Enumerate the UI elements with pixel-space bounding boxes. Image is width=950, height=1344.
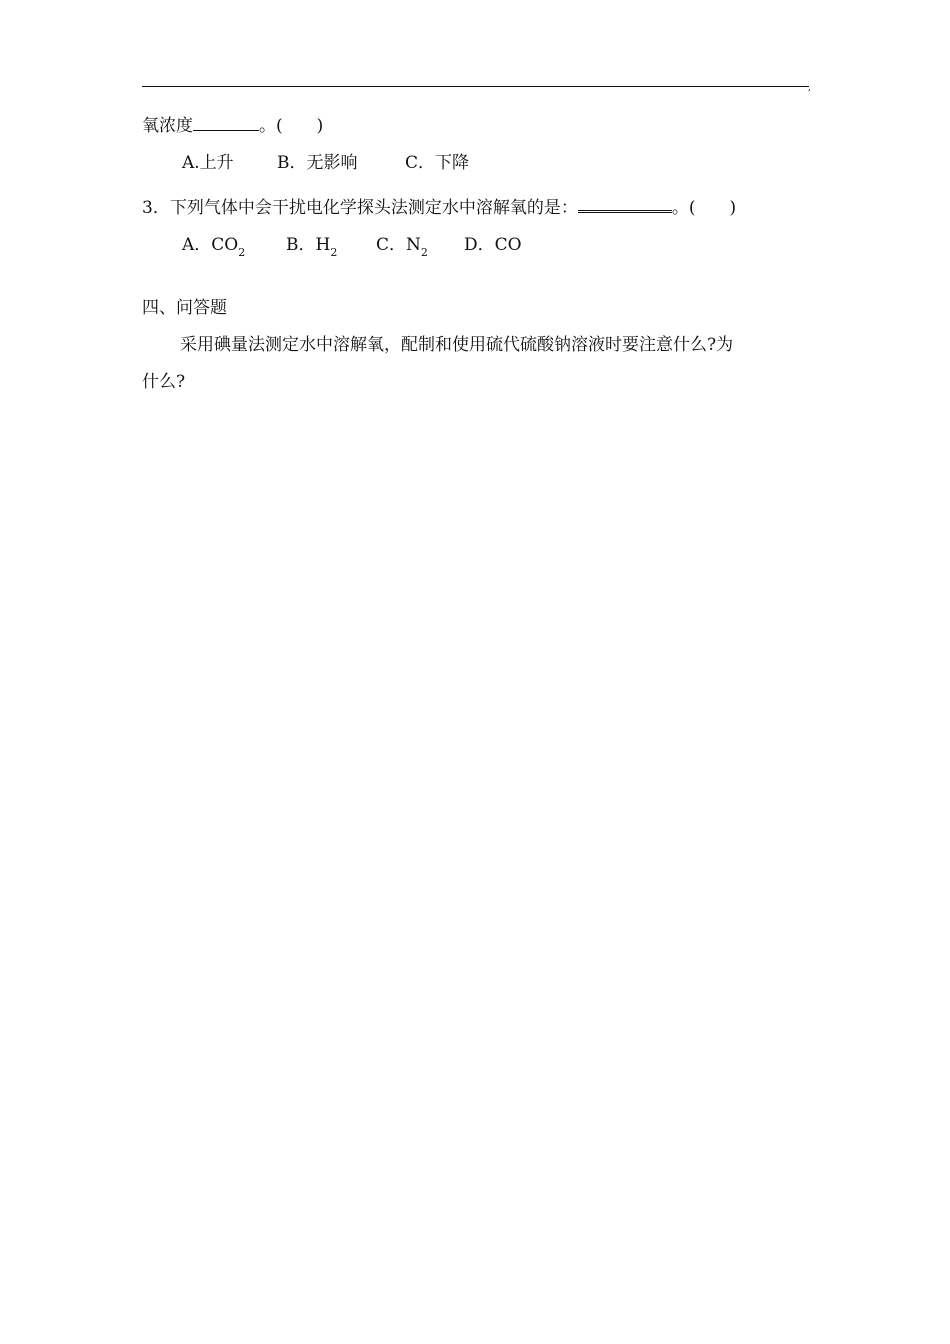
q3-stem: [142, 196, 736, 219]
q3-option-d[interactable]: [464, 234, 522, 256]
q3-option-a-sub: 2: [238, 246, 246, 259]
q3-answer-blank[interactable]: [578, 196, 672, 213]
header-tick: ,: [808, 83, 811, 93]
q3-text-after: 。(: [671, 198, 696, 218]
q3-close-paren: ): [729, 198, 737, 218]
q3-option-c[interactable]: [376, 234, 428, 264]
q2-text-before: 氧浓度: [142, 116, 193, 136]
q3-text: 3．下列气体中会干扰电化学探头法测定水中溶解氧的是：: [142, 198, 578, 218]
q2-close-paren: ): [316, 116, 324, 136]
q3-option-b-label: B．H: [286, 235, 331, 255]
q2-text-after: 。(: [259, 116, 283, 136]
q3-option-a[interactable]: [182, 234, 245, 264]
section4-question-line1: 采用碘量法测定水中溶解氧，配制和使用硫代硫酸钠溶液时要注意什么?为: [180, 335, 734, 355]
q3-option-b[interactable]: [286, 234, 337, 264]
q3-option-b-sub: 2: [330, 246, 338, 259]
header-rule: [142, 86, 809, 87]
q2-answer-blank[interactable]: [193, 116, 259, 131]
q3-options: [182, 234, 582, 264]
q2-option-c[interactable]: C．下降: [405, 153, 470, 173]
q3-option-c-sub: 2: [420, 246, 428, 259]
q2-option-b[interactable]: B．无影响: [277, 153, 358, 173]
q3-option-c-label: C．N: [376, 235, 421, 255]
q3-option-d-label: D．CO: [464, 235, 522, 255]
section4-heading: 四、问答题: [142, 298, 227, 318]
section4-question-line2: 什么?: [142, 372, 186, 392]
q3-option-a-label: A．CO: [182, 235, 239, 255]
q2-option-a[interactable]: A.上升: [182, 153, 234, 173]
q2-stem-tail: [142, 115, 323, 137]
